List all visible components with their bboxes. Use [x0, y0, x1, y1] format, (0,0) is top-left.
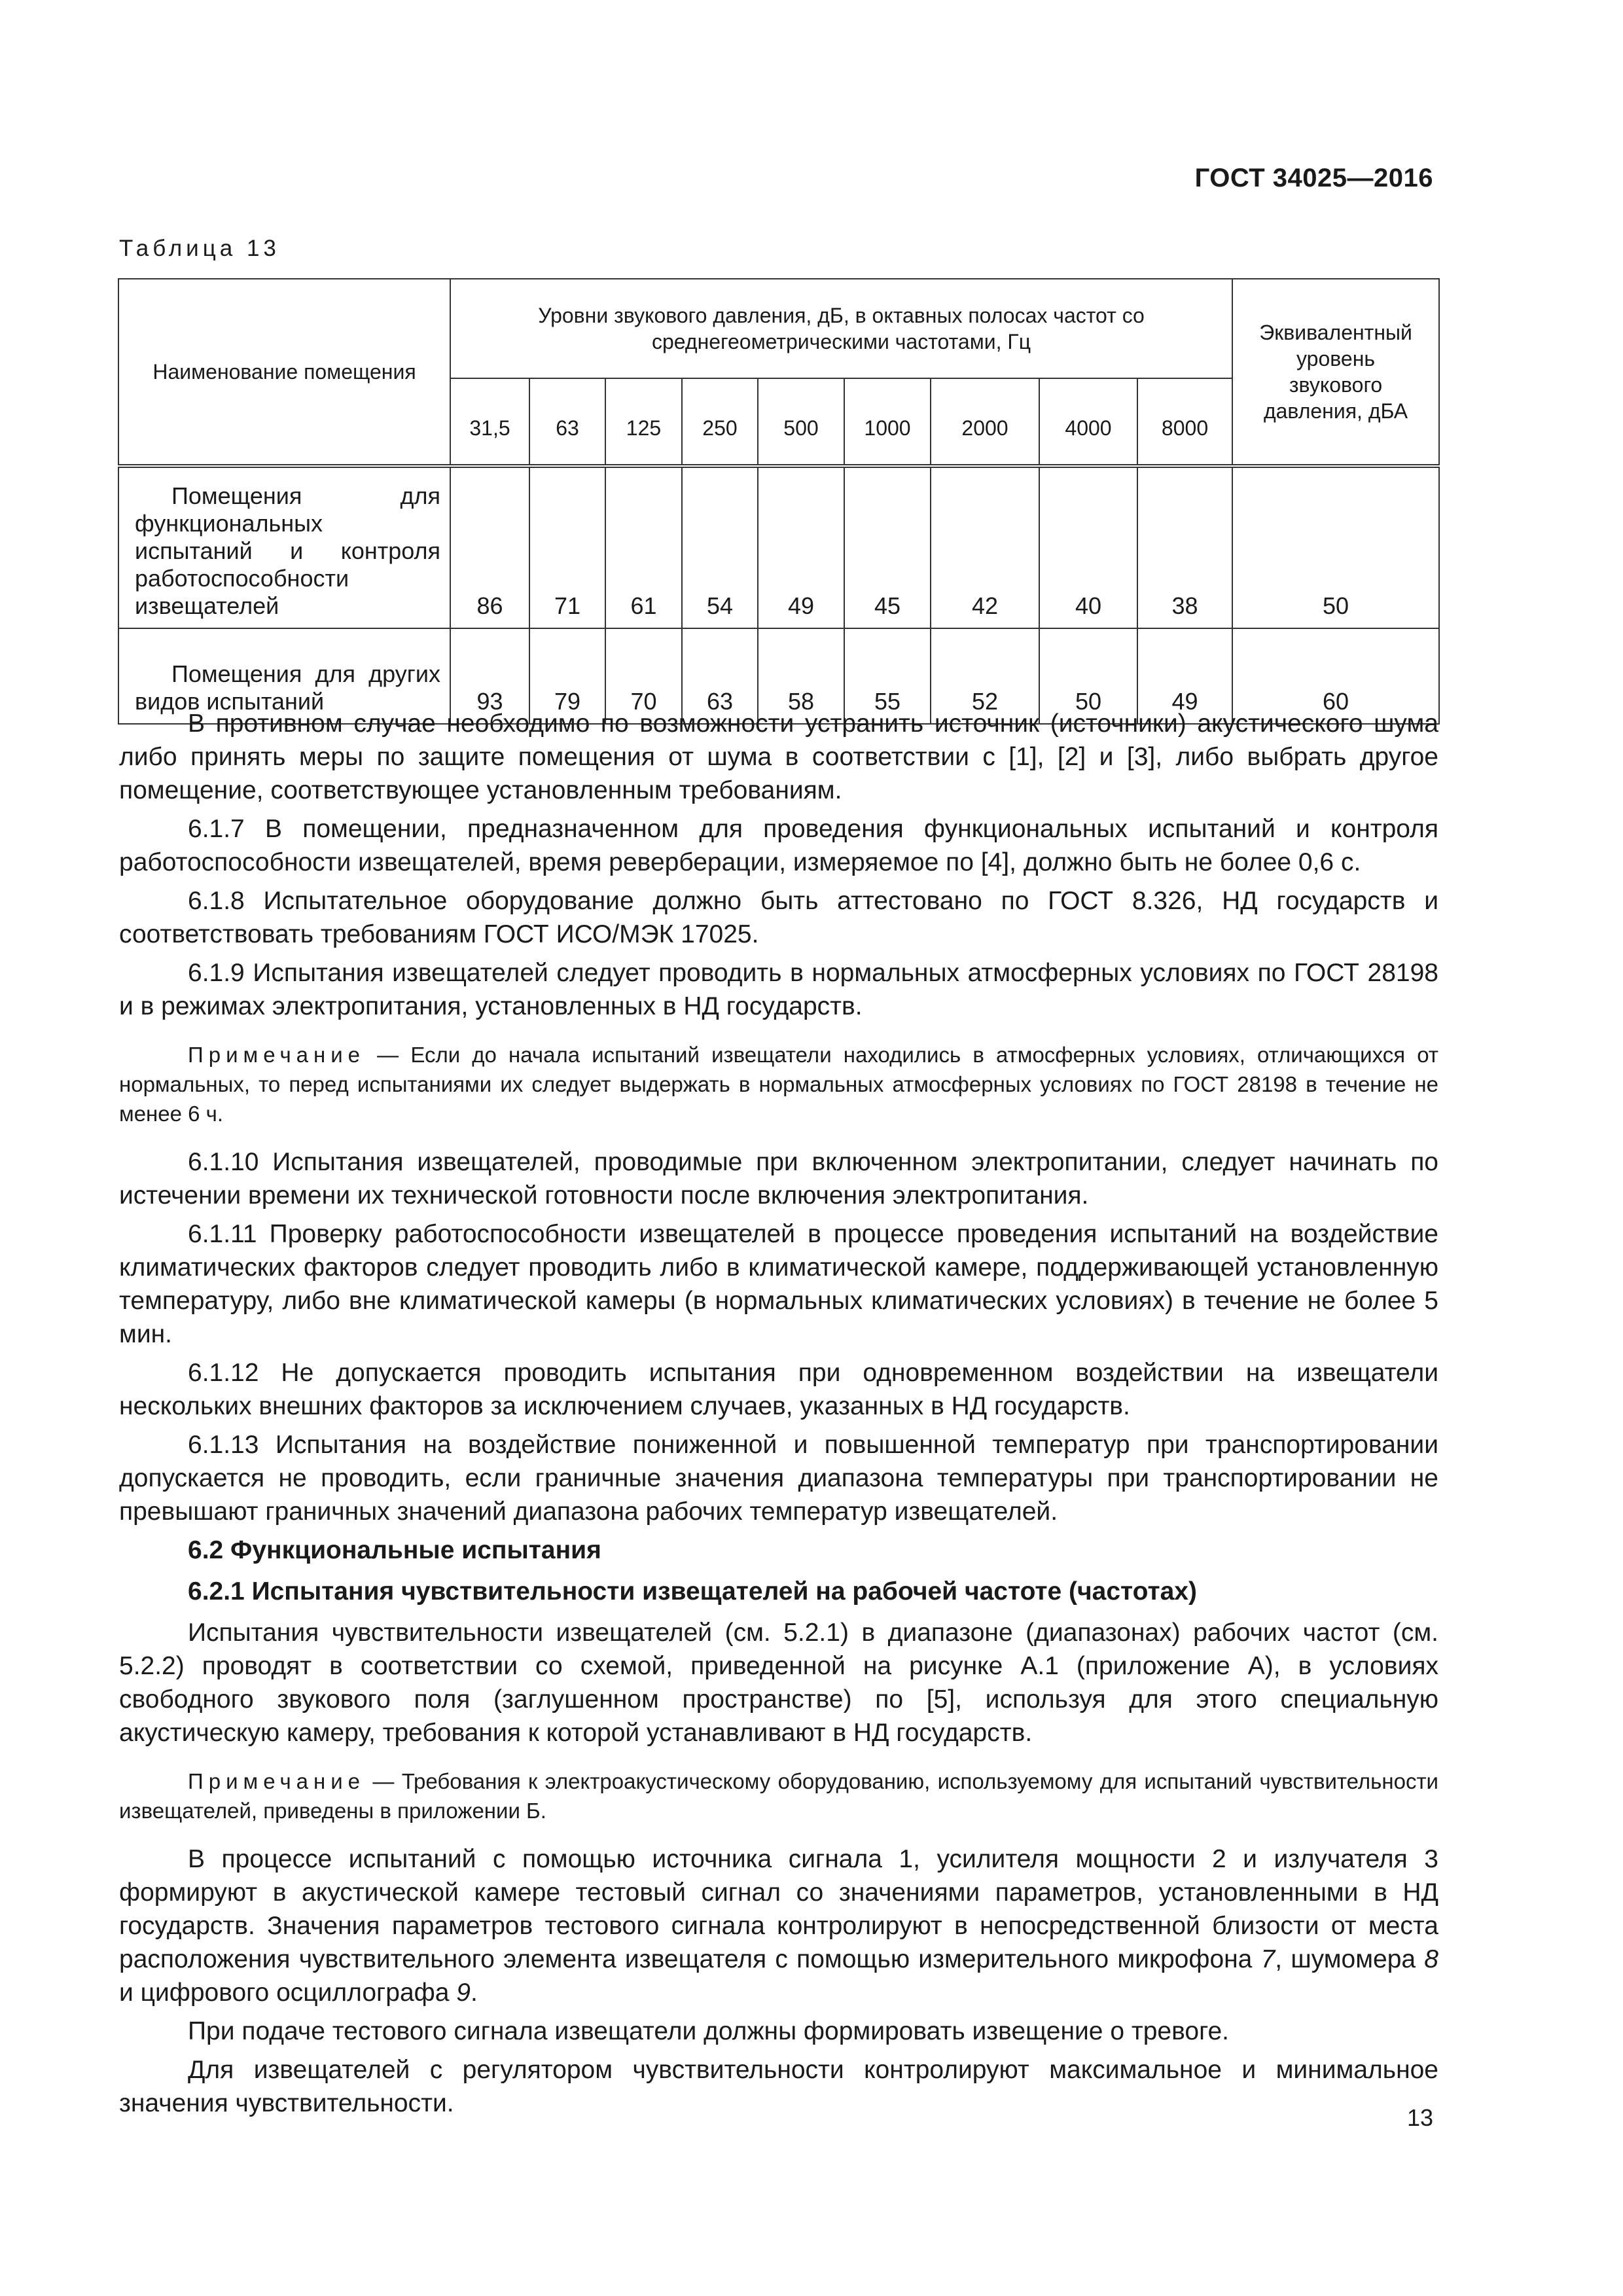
note-label: Примечание	[188, 1043, 366, 1067]
clause-6-1-9: 6.1.9 Испытания извещателей следует проводить в нормальных атмосферных условиях по ГОСТ 28198 и в режимах электропитания, установленных в НД государств.	[119, 959, 1438, 1020]
note-paragraph	[119, 1040, 1438, 1128]
clause-6-1-8: 6.1.8 Испытательное оборудование должно быть аттестовано по ГОСТ 8.326, НД государств и соответствовать требованиям ГОСТ ИСО/МЭК 17025.	[119, 887, 1438, 948]
level-cell: 40	[1039, 466, 1137, 628]
header-equivalent-level: Эквивалентный уровень звукового давления, дБА	[1232, 279, 1439, 466]
note-label: Примечание	[188, 1769, 366, 1793]
level-cell: 79	[529, 628, 605, 724]
level-cell: 61	[605, 466, 682, 628]
freq-header: 1000	[844, 378, 931, 466]
level-cell: 63	[682, 628, 758, 724]
freq-header: 500	[758, 378, 844, 466]
header-room-name: Наименование помещения	[118, 279, 450, 466]
level-cell: 93	[450, 628, 529, 724]
clause-6-1-7: 6.1.7 В помещении, предназначенном для проведения функциональных испытаний и контроля работоспособности извещателей, время реверберации, измеряемое по [4], должно быть не более 0,6 с.	[119, 815, 1438, 876]
freq-header: 250	[682, 378, 758, 466]
freq-header: 31,5	[450, 378, 529, 466]
clause-6-1-11: 6.1.11 Проверку работоспособности извещателей в процессе проведения испытаний на воздействие климатических факторов следует проводить либо в климатической камере, поддерживающей установленную температуру, либо вне климатической камеры (в нормальных климатических условиях) в течение не более 5 мин.	[119, 1220, 1438, 1348]
paragraph: В противном случае необходимо по возможности устранить источник (источники) акустического шума либо принять меры по защите помещения от шума в соответствии с [1], [2] и [3], либо выбрать другое помещение, соответствующее установленным требованиям.	[119, 709, 1438, 804]
level-cell: 45	[844, 466, 931, 628]
level-cell: 49	[758, 466, 844, 628]
level-cell: 49	[1137, 628, 1232, 724]
equivalent-level-cell: 50	[1232, 466, 1439, 628]
table-row	[118, 466, 1439, 628]
level-cell: 38	[1137, 466, 1232, 628]
level-cell: 58	[758, 628, 844, 724]
section-heading-6-2: 6.2 Функциональные испытания	[188, 1536, 601, 1564]
level-cell: 52	[931, 628, 1039, 724]
level-cell: 71	[529, 466, 605, 628]
freq-header: 125	[605, 378, 682, 466]
item-number: 8	[1424, 1945, 1438, 1973]
item-number: 9	[456, 1979, 471, 2007]
body-text	[119, 707, 1438, 2125]
item-number: 7	[1260, 1945, 1275, 1973]
clause-6-1-12: 6.1.12 Не допускается проводить испытания при одновременном воздействии на извещатели нескольких внешних факторов за исключением случаев, указанных в НД государств.	[119, 1359, 1438, 1420]
section-heading-6-2-1: 6.2.1 Испытания чувствительности извещателей на рабочей частоте (частотах)	[188, 1577, 1197, 1605]
level-cell: 86	[450, 466, 529, 628]
freq-header: 8000	[1137, 378, 1232, 466]
level-cell: 42	[931, 466, 1039, 628]
standard-designation: ГОСТ 34025—2016	[1194, 164, 1433, 192]
page-number: 13	[1406, 2104, 1433, 2131]
room-name-cell: Помещения для других видов испытаний	[118, 628, 450, 724]
freq-header: 2000	[931, 378, 1039, 466]
header-sound-levels: Уровни звукового давления, дБ, в октавных полосах частот со среднегеометрическими частотами, Гц	[450, 279, 1232, 378]
note-text: — Если до начала испытаний извещатели находились в атмосферных условиях, отличающихся от нормальных, то перед испытаниями их следует выдержать в нормальных атмосферных условиях по ГОСТ 28198 в течение не менее 6 ч.	[119, 1043, 1438, 1126]
level-cell: 50	[1039, 628, 1137, 724]
paragraph: В процессе испытаний с помощью источника сигнала 1, усилителя мощности 2 и излучателя 3 формируют в акустической камере тестовый сигнал со значениями параметров, установленными в НД государств. Значения параметров тестового сигнала контролируют в непосредственной близости от места расположения чувствительного элемента извещателя с помощью измерительного микрофона 7, шумомера 8 и цифрового осциллографа 9.	[119, 1845, 1438, 2007]
room-name-cell: Помещения для функциональных испытаний и контроля работоспособности извещателей	[118, 466, 450, 628]
freq-header: 4000	[1039, 378, 1137, 466]
sound-pressure-table	[118, 278, 1440, 725]
clause-6-1-10: 6.1.10 Испытания извещателей, проводимые при включенном электропитании, следует начинать по истечении времени их технической готовности после включения электропитания.	[119, 1148, 1438, 1210]
equivalent-level-cell: 60	[1232, 628, 1439, 724]
level-cell: 55	[844, 628, 931, 724]
level-cell: 70	[605, 628, 682, 724]
note-paragraph	[119, 1767, 1438, 1825]
paragraph: Для извещателей с регулятором чувствительности контролируют максимальное и минимальное значения чувствительности.	[119, 2056, 1438, 2117]
freq-header: 63	[529, 378, 605, 466]
level-cell: 54	[682, 466, 758, 628]
clause-6-1-13: 6.1.13 Испытания на воздействие пониженной и повышенной температур при транспортировании допускается не проводить, если граничные значения диапазона температуры при транспортировании не превышают граничных значений диапазона рабочих температур извещателей.	[119, 1431, 1438, 1526]
table-caption: Таблица 13	[119, 236, 280, 261]
paragraph: При подаче тестового сигнала извещатели должны формировать извещение о тревоге.	[188, 2017, 1229, 2045]
note-text: — Требования к электроакустическому оборудованию, используемому для испытаний чувствительности извещателей, приведены в приложении Б.	[119, 1769, 1438, 1823]
paragraph: Испытания чувствительности извещателей (см. 5.2.1) в диапазоне (диапазонах) рабочих частот (см. 5.2.2) проводят в соответствии со схемой, приведенной на рисунке А.1 (приложение А), в условиях свободного звукового поля (заглушенном пространстве) по [5], используя для этого специальную акустическую камеру, требования к которой устанавливают в НД государств.	[119, 1619, 1438, 1747]
